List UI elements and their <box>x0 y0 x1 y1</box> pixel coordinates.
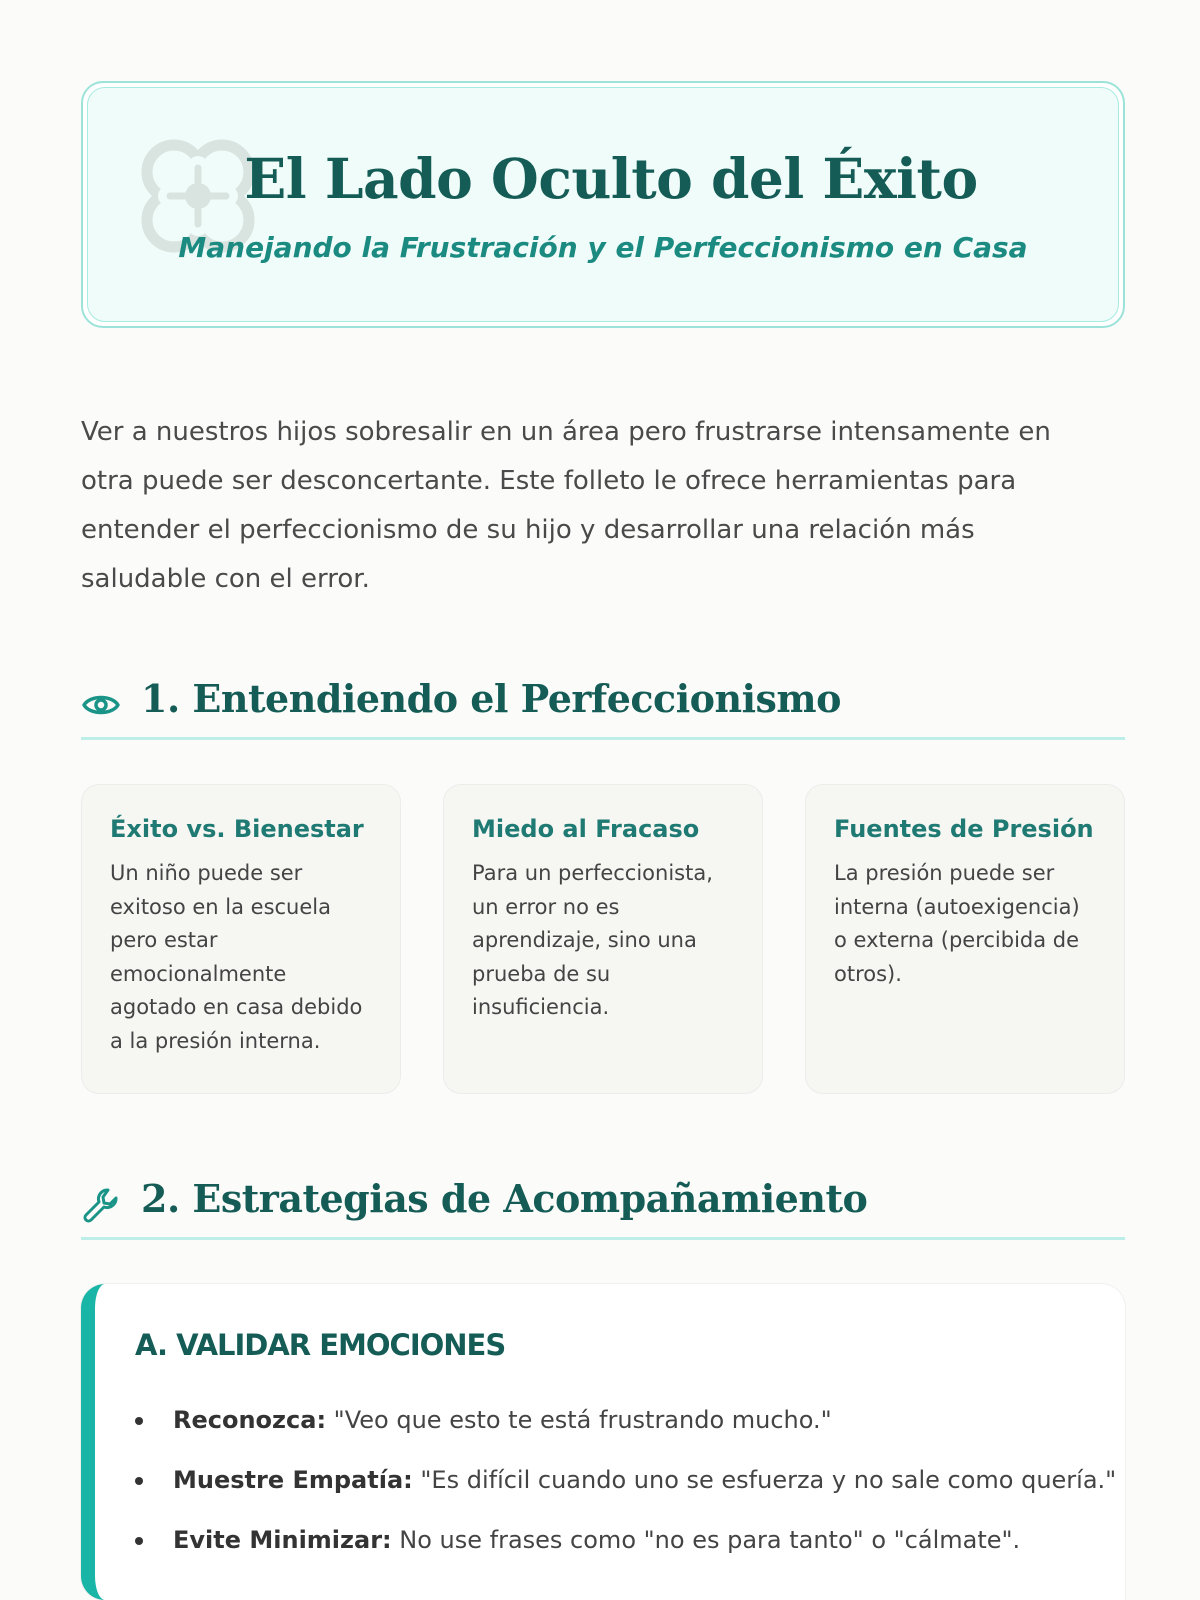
info-card <box>805 784 1125 1094</box>
card-title: Fuentes de Presión <box>834 815 1094 843</box>
item-text: No use frases como "no es para tanto" o "cálmate". <box>391 1526 1021 1554</box>
section-heading-strategies <box>81 1160 1125 1240</box>
card-text: Para un perfeccionista, un error no es aprendizaje, sino una prueba de su insuficiencia. <box>472 861 713 1019</box>
eye-icon <box>81 685 121 725</box>
section-heading-understanding <box>81 660 1125 740</box>
info-card <box>81 784 401 1094</box>
section-title: 1. Entendiendo el Perfeccionismo <box>141 676 841 721</box>
strategy-title: A. VALIDAR EMOCIONES <box>135 1328 506 1362</box>
card-text: Un niño puede ser exitoso en la escuela pero estar emocionalmente agotado en casa debido a la presión interna. <box>110 861 363 1053</box>
info-card <box>443 784 763 1094</box>
item-label: Muestre Empatía: <box>173 1466 413 1494</box>
item-label: Reconozca: <box>173 1406 327 1434</box>
bullet-icon <box>135 1417 143 1425</box>
page-subtitle: Manejando la Frustración y el Perfeccionismo en Casa <box>178 231 1028 264</box>
item-label: Evite Minimizar: <box>173 1526 392 1554</box>
wrench-icon <box>81 1185 121 1225</box>
strategy-list <box>135 1400 1116 1580</box>
card-title: Éxito vs. Bienestar <box>110 815 364 843</box>
item-text: "Es difícil cuando uno se esfuerza y no sale como quería." <box>412 1466 1117 1494</box>
section-title: 2. Estrategias de Acompañamiento <box>141 1176 868 1221</box>
list-item <box>135 1520 1116 1580</box>
page-title: El Lado Oculto del Éxito <box>244 146 978 211</box>
header-banner <box>81 81 1125 328</box>
item-text: "Veo que esto te está frustrando mucho." <box>326 1406 832 1434</box>
card-title: Miedo al Fracaso <box>472 815 700 843</box>
list-item <box>135 1460 1116 1520</box>
intro-paragraph: Ver a nuestros hijos sobresalir en un área pero frustrarse intensamente en otra puede ser desconcertante. Este folleto le ofrece herramientas para entender el perfeccionismo de su hijo y desarrollar una relación más saludable con el error. <box>81 417 1051 594</box>
bullet-icon <box>135 1477 143 1485</box>
strategy-card <box>81 1284 1125 1600</box>
header-banner-inner <box>87 87 1119 322</box>
list-item <box>135 1400 1116 1460</box>
bullet-icon <box>135 1537 143 1545</box>
card-text: La presión puede ser interna (autoexigencia) o externa (percibida de otros). <box>834 861 1080 986</box>
